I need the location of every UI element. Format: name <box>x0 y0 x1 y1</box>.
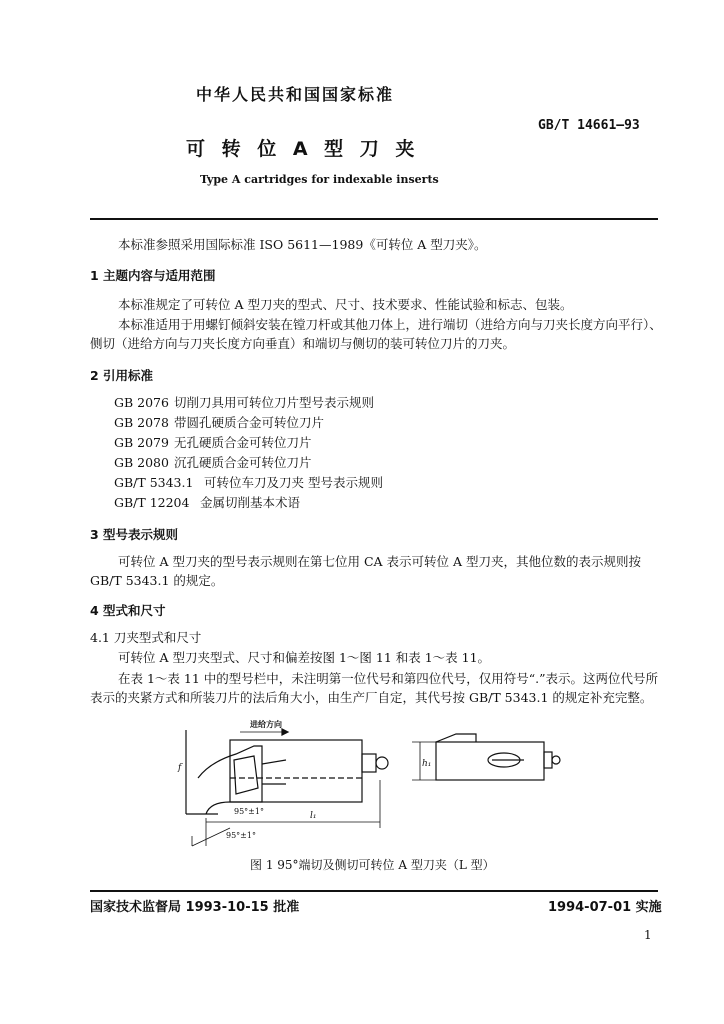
page-number: 1 <box>644 928 652 942</box>
reference-code: GB 2079 <box>114 435 169 450</box>
section-4-paragraph-1: 可转位 A 型刀夹型式、尺寸和偏差按图 1～图 11 和表 1～表 11。 <box>118 650 491 665</box>
reference-code: GB/T 5343.1 <box>114 475 194 490</box>
section-3-heading: 3 型号表示规则 <box>90 527 179 542</box>
section-4-paragraph-2-line-2: 表示的夹紧方式和所装刀片的法后角大小，由生产厂自定，其代号按 GB/T 5343.1 的规定补充完整。 <box>90 690 653 705</box>
feed-direction-label: 进给方向 <box>250 720 282 729</box>
header-divider <box>90 218 658 220</box>
intro-paragraph: 本标准参照采用国际标准 ISO 5611—1989《可转位 A 型刀夹》。 <box>118 237 487 252</box>
cartridge-body <box>230 740 362 802</box>
reference-item <box>114 394 383 412</box>
section-4-paragraph-2-line-1: 在表 1～表 11 中的型号栏中，未注明第一位代号和第四位代号，仅用符号“.”表示。这两位代号所 <box>118 671 659 686</box>
section-4-heading: 4 型式和尺寸 <box>90 603 166 618</box>
section-2-heading: 2 引用标准 <box>90 368 154 383</box>
section-1-paragraph-2-line-1: 本标准适用于用螺钉倾斜安装在镗刀杆或其他刀体上，进行端切（进给方向与刀夹长度方向平行）、 <box>118 317 662 332</box>
clamp-screw <box>362 754 376 772</box>
dimension-h1-label: h₁ <box>422 759 432 769</box>
reference-title: 切削刀具用可转位刀片型号表示规则 <box>174 395 375 410</box>
figure-1-caption: 图 1 95°端切及侧切可转位 A 型刀夹（L 型） <box>250 858 495 872</box>
section-1-heading: 1 主题内容与适用范围 <box>90 268 216 283</box>
cartridge-body-outline <box>186 730 218 814</box>
reference-title: 可转位车刀及刀夹 型号表示规则 <box>204 475 383 490</box>
national-standard-heading: 中华人民共和国国家标准 <box>196 85 395 104</box>
angle-label-lower: 95°±1° <box>226 831 256 840</box>
dimension-l1-label: l₁ <box>310 811 317 821</box>
reference-code: GB 2080 <box>114 455 169 470</box>
reference-title: 沉孔硬质合金可转位刀片 <box>174 455 312 470</box>
document-title: 可 转 位 A 型 刀 夹 <box>186 138 420 160</box>
reference-item <box>114 454 383 472</box>
figure-1-drawing <box>170 718 570 854</box>
reference-code: GB 2078 <box>114 415 169 430</box>
reference-title: 带圆孔硬质合金可转位刀片 <box>174 415 325 430</box>
reference-item <box>114 494 383 512</box>
reference-title: 金属切削基本术语 <box>200 495 301 510</box>
section-1-paragraph-2-line-2: 侧切（进给方向与刀夹长度方向垂直）和端切与侧切的装可转位刀片的刀夹。 <box>90 336 516 351</box>
implementation-line: 1994-07-01 实施 <box>548 900 662 915</box>
reference-code: GB/T 12204 <box>114 495 190 510</box>
dimension-f-label: f <box>178 763 182 773</box>
section-4-1-heading: 4.1 刀夹型式和尺寸 <box>90 630 202 645</box>
approval-line: 国家技术监督局 1993-10-15 批准 <box>90 900 300 915</box>
section-1-paragraph-1: 本标准规定了可转位 A 型刀夹的型式、尺寸、技术要求、性能试验和标志、包装。 <box>118 297 573 312</box>
reference-item <box>114 474 383 492</box>
cartridge-side-view <box>436 742 544 780</box>
section-3-paragraph-line-1: 可转位 A 型刀夹的型号表示规则在第七位用 CA 表示可转位 A 型刀夹，其他位数的表示规则按 <box>118 554 641 569</box>
footer-divider <box>90 890 658 892</box>
reference-title: 无孔硬质合金可转位刀片 <box>174 435 312 450</box>
reference-list <box>114 394 383 512</box>
reference-code: GB 2076 <box>114 395 169 410</box>
standard-code: GB/T 14661—93 <box>538 118 640 133</box>
english-title: Type A cartridges for indexable inserts <box>200 173 439 186</box>
reference-item <box>114 434 383 452</box>
section-3-paragraph-line-2: GB/T 5343.1 的规定。 <box>90 573 224 588</box>
angle-label-upper: 95°±1° <box>234 807 264 816</box>
reference-item <box>114 414 383 432</box>
